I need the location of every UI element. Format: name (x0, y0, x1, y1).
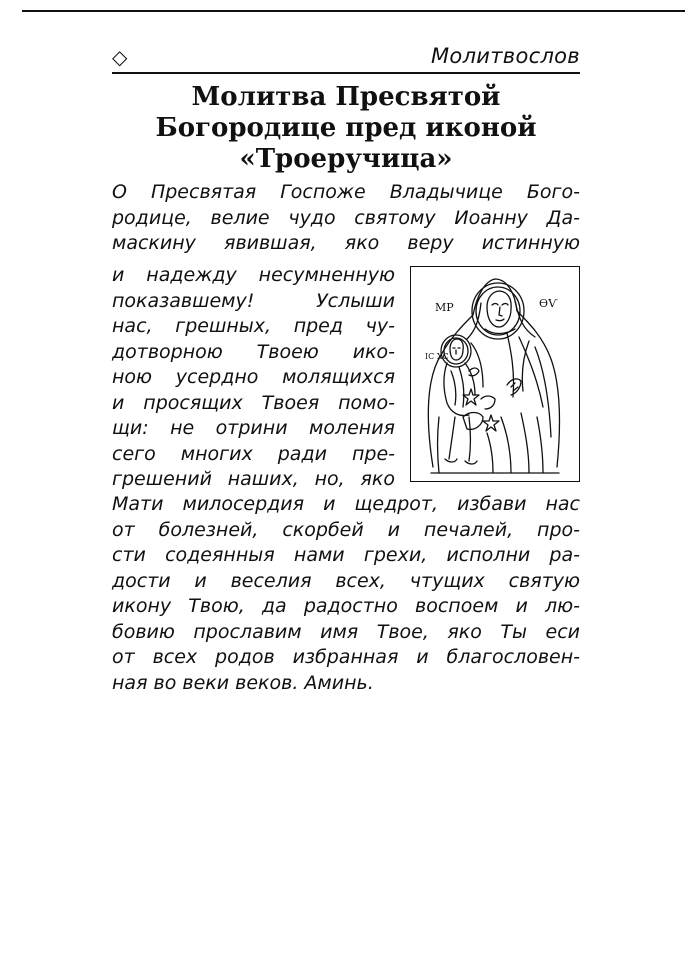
prayer-text-beside-icon (112, 263, 395, 493)
prayer-text-bottom (112, 492, 580, 696)
inscription-ic-xc: ІС ХС (425, 352, 449, 361)
book-title: Молитвослов (431, 44, 580, 68)
text-line: маскину явившая, яко веру истинную (112, 232, 580, 254)
text-line: нас, грешных, пред чу- (112, 315, 395, 337)
text-line: ною усердно молящихся (112, 366, 395, 388)
prayer-text-top (112, 180, 580, 257)
text-line: сти содеянныя нами грехи, исполни ра- (112, 544, 580, 566)
text-line: сего многих ради пре- (112, 442, 395, 465)
prayer-title (112, 82, 580, 175)
inscription-mp: МР (435, 301, 454, 314)
text-line: от всех родов избранная и благословен- (112, 646, 580, 668)
text-line: и просящих Твоея помо- (112, 391, 395, 414)
text-line: О Пресвятая Госпоже Владычице Бого- (112, 181, 580, 203)
text-line: бовию прославим имя Твое, яко Ты еси (112, 620, 580, 643)
text-line: показавшему! Услыши (112, 289, 395, 312)
inscription-theou: ѲѴ (539, 297, 558, 310)
title-line: «Троеручица» (239, 144, 453, 174)
text-line: и надежду несумненную (112, 264, 395, 286)
text-line: грешений наших, но, яко (112, 468, 395, 490)
text-line: щи: не отрини моления (112, 417, 395, 439)
diamond-ornament-icon: ◇ (112, 45, 128, 69)
text-line: Мати милосердия и щедрот, избави нас (112, 493, 580, 515)
theotokos-icon-image (410, 266, 580, 482)
text-line: икону Твою, да радостно воспоем и лю- (112, 595, 580, 617)
running-head (112, 44, 580, 74)
text-line: ная во веки веков. Аминь. (112, 671, 374, 694)
text-line: родице, велие чудо святому Иоанну Да- (112, 206, 580, 229)
text-line: дотворною Твоею ико- (112, 340, 395, 363)
madonna-and-child-icon (411, 267, 578, 480)
title-line: Молитва Пресвятой (191, 82, 501, 112)
text-line: дости и веселия всех, чтущих святую (112, 569, 580, 592)
top-rule (22, 10, 685, 12)
text-line: от болезней, скорбей и печалей, про- (112, 518, 580, 541)
title-line: Богородице пред иконой (155, 113, 537, 143)
